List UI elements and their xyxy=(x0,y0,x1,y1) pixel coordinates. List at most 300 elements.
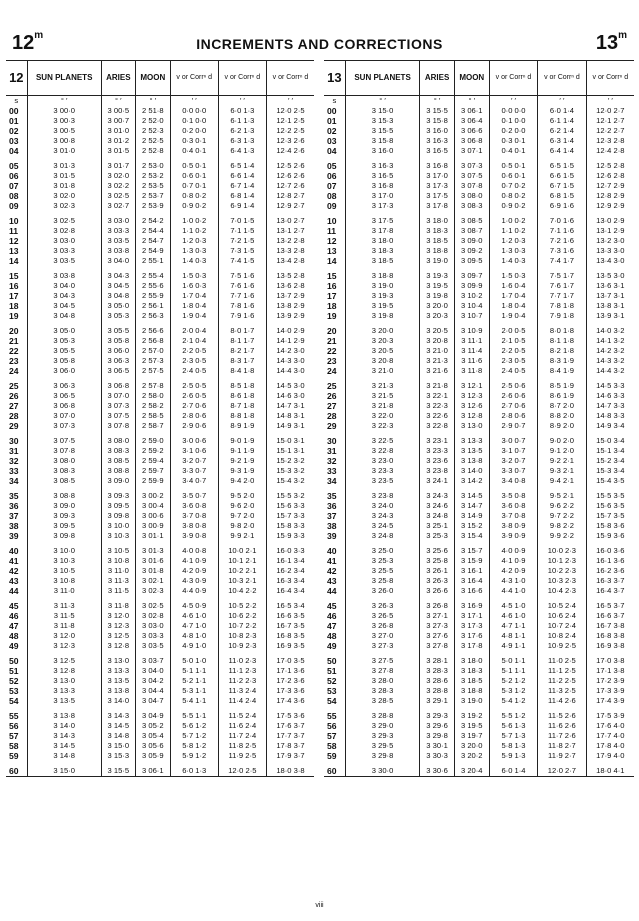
table-row xyxy=(6,766,314,777)
table-row xyxy=(324,346,634,356)
table-row xyxy=(324,446,634,456)
seconds-cell: 05 xyxy=(9,161,19,171)
value-cell: 3 20·2 xyxy=(454,751,489,761)
value-cell: 7·0 1·5 xyxy=(218,216,266,226)
value-cell: 3 20·5 xyxy=(420,326,454,336)
seconds-cell: 47 xyxy=(327,621,337,631)
value-cell: 3 00·6 xyxy=(135,511,170,521)
value-cell: 3 25·3 xyxy=(420,531,454,541)
table-row xyxy=(6,326,314,336)
value-cell: 3 15·4 xyxy=(454,531,489,541)
value-cell: 16·5 3·4 xyxy=(266,601,314,611)
table-row xyxy=(6,501,314,511)
value-cell: 4·3 1·0 xyxy=(489,576,537,586)
value-cell: 4·2 0·9 xyxy=(170,566,218,576)
value-cell: 12·3 2·8 xyxy=(586,136,634,146)
value-cell: 3 08·3 xyxy=(27,466,101,476)
value-cell: 3 03·5 xyxy=(27,256,101,266)
seconds-cell: 26 xyxy=(327,391,337,401)
value-cell: 6·0 1·3 xyxy=(170,766,218,777)
value-cell: 3·1 0·6 xyxy=(170,446,218,456)
value-cell: 3 02·1 xyxy=(135,576,170,586)
value-cell: 1·2 0·3 xyxy=(170,236,218,246)
table-row xyxy=(6,656,314,666)
table-row xyxy=(6,356,314,366)
value-cell: 17·6 3·7 xyxy=(266,721,314,731)
value-cell: 3 11·5 xyxy=(101,586,135,596)
value-cell: 4·4 0·9 xyxy=(170,586,218,596)
table-row xyxy=(6,311,314,321)
value-cell: 3 15·0 xyxy=(27,766,101,777)
value-cell: 16·4 3·4 xyxy=(266,586,314,596)
value-cell: 3 15·8 xyxy=(420,116,454,126)
value-cell: 15·4 3·2 xyxy=(266,476,314,486)
table-row xyxy=(6,521,314,531)
value-cell: 3 29·8 xyxy=(345,751,420,761)
value-cell: 3 29·0 xyxy=(345,721,420,731)
value-cell: 3 13·0 xyxy=(101,656,135,666)
value-cell: 15·5 3·2 xyxy=(266,491,314,501)
value-cell: 10·4 2·3 xyxy=(538,586,586,596)
value-cell: 0·9 0·2 xyxy=(489,201,537,211)
value-cell: 12·1 2·7 xyxy=(586,116,634,126)
value-cell: 3 06·0 xyxy=(101,346,135,356)
value-cell: 7·3 1·6 xyxy=(538,246,586,256)
value-cell: 3 16·1 xyxy=(454,566,489,576)
value-cell: 4·6 1·0 xyxy=(170,611,218,621)
value-cell: 2·6 0·6 xyxy=(489,391,537,401)
value-cell: 4·7 1·1 xyxy=(489,621,537,631)
value-cell: 11·6 2·6 xyxy=(538,721,586,731)
value-cell: 3 19·7 xyxy=(454,731,489,741)
value-cell: 5·3 1·1 xyxy=(170,686,218,696)
value-cell: 18·0 3·8 xyxy=(266,766,314,777)
value-cell: 4·6 1·0 xyxy=(489,611,537,621)
value-cell: 3 13·3 xyxy=(101,666,135,676)
value-cell: 2 53·5 xyxy=(135,181,170,191)
table-row xyxy=(6,391,314,401)
seconds-cell: 34 xyxy=(327,476,337,486)
table-row xyxy=(6,586,314,596)
value-cell: 3 15·8 xyxy=(345,136,420,146)
value-cell: 3 27·3 xyxy=(345,641,420,651)
seconds-cell: 44 xyxy=(327,586,337,596)
value-cell: 3 27·5 xyxy=(345,656,420,666)
value-cell: 3 11·4 xyxy=(454,346,489,356)
value-cell: 2·8 0·6 xyxy=(170,411,218,421)
value-cell: 8·7 2·0 xyxy=(538,401,586,411)
value-cell: 3 24·3 xyxy=(345,511,420,521)
value-cell: 3 12·8 xyxy=(27,666,101,676)
value-cell: 3 26·5 xyxy=(345,611,420,621)
value-cell: 3 07·8 xyxy=(27,446,101,456)
value-cell: 11·4 2·4 xyxy=(218,696,266,706)
value-cell: 2·3 0·5 xyxy=(489,356,537,366)
seconds-cell: 29 xyxy=(327,421,337,431)
value-cell: 0·5 0·1 xyxy=(170,161,218,171)
seconds-cell: 52 xyxy=(9,676,19,686)
value-cell: 16·7 3·5 xyxy=(266,621,314,631)
value-cell: 13·3 3·0 xyxy=(586,246,634,256)
value-cell: 3 13·0 xyxy=(454,421,489,431)
value-cell: 17·8 3·7 xyxy=(266,741,314,751)
value-cell: 6·6 1·4 xyxy=(218,171,266,181)
value-cell: 7·7 1·7 xyxy=(538,291,586,301)
value-cell: 2 52·5 xyxy=(135,136,170,146)
value-cell: 14·8 3·3 xyxy=(586,411,634,421)
seconds-cell: 43 xyxy=(9,576,19,586)
value-cell: 2 52·0 xyxy=(135,116,170,126)
value-cell: 3 15·9 xyxy=(454,556,489,566)
value-cell: 3 05·5 xyxy=(27,346,101,356)
value-cell: 3 25·6 xyxy=(420,546,454,556)
table-row xyxy=(324,106,634,116)
value-cell: 3 13·5 xyxy=(454,446,489,456)
value-cell: 3 19·8 xyxy=(345,311,420,321)
value-cell: 3 15·7 xyxy=(454,546,489,556)
unit-cell: s xyxy=(332,96,337,105)
value-cell: 3 12·0 xyxy=(27,631,101,641)
value-cell: 13·4 3·0 xyxy=(586,256,634,266)
table-row xyxy=(324,511,634,521)
value-cell: 10·9 2·5 xyxy=(538,641,586,651)
value-cell: 11·8 2·7 xyxy=(538,741,586,751)
value-cell: 6·9 1·4 xyxy=(218,201,266,211)
value-cell: 6·1 1·3 xyxy=(218,116,266,126)
seconds-cell: 16 xyxy=(9,281,19,291)
value-cell: 2·2 0·5 xyxy=(170,346,218,356)
value-cell: 3 09·8 xyxy=(27,531,101,541)
seconds-cell: 31 xyxy=(9,446,19,456)
value-cell: 13·0 2·7 xyxy=(266,216,314,226)
value-cell: 3 03·5 xyxy=(101,236,135,246)
table-row xyxy=(6,181,314,191)
unit-cell: ′ ′ xyxy=(489,96,537,107)
value-cell: 16·3 3·4 xyxy=(266,576,314,586)
value-cell: 3 01·8 xyxy=(27,181,101,191)
value-cell: 3 17·3 xyxy=(345,201,420,211)
table-row xyxy=(324,576,634,586)
value-cell: 3 22·0 xyxy=(345,411,420,421)
value-cell: 3 18·3 xyxy=(420,226,454,236)
seconds-cell: 05 xyxy=(327,161,337,171)
value-cell: 3 23·3 xyxy=(345,466,420,476)
seconds-cell: 14 xyxy=(327,256,337,266)
value-cell: 3 19·3 xyxy=(345,291,420,301)
value-cell: 3 06·6 xyxy=(454,126,489,136)
seconds-cell: 07 xyxy=(9,181,19,191)
table-row xyxy=(6,256,314,266)
value-cell: 5·3 1·2 xyxy=(489,686,537,696)
value-cell: 2 52·8 xyxy=(135,146,170,156)
value-cell: 3 26·0 xyxy=(345,586,420,596)
value-cell: 3 11·5 xyxy=(27,611,101,621)
table-row xyxy=(324,466,634,476)
value-cell: 3 22·5 xyxy=(345,436,420,446)
value-cell: 3·7 0·8 xyxy=(489,511,537,521)
value-cell: 3 03·3 xyxy=(27,246,101,256)
value-cell: 3 17·3 xyxy=(420,181,454,191)
value-cell: 17·3 3·9 xyxy=(586,686,634,696)
value-cell: 15·7 3·5 xyxy=(586,511,634,521)
table-row xyxy=(324,566,634,576)
value-cell: 3 11·8 xyxy=(101,601,135,611)
seconds-cell: 04 xyxy=(327,146,337,156)
value-cell: 4·0 0·8 xyxy=(170,546,218,556)
seconds-cell: 18 xyxy=(327,301,337,311)
value-cell: 12·9 2·7 xyxy=(266,201,314,211)
value-cell: 4·5 0·9 xyxy=(170,601,218,611)
seconds-cell: 29 xyxy=(9,421,19,431)
seconds-cell: 14 xyxy=(9,256,19,266)
value-cell: 3 10·3 xyxy=(101,531,135,541)
value-cell: 11·6 2·4 xyxy=(218,721,266,731)
seconds-cell: 06 xyxy=(327,171,337,181)
value-cell: 3 02·8 xyxy=(27,226,101,236)
table-row xyxy=(324,191,634,201)
table-row xyxy=(6,116,314,126)
value-cell: 0·4 0·1 xyxy=(170,146,218,156)
value-cell: 3 14·5 xyxy=(454,491,489,501)
value-cell: 3 25·0 xyxy=(345,546,420,556)
value-cell: 3 18·3 xyxy=(345,246,420,256)
value-cell: 3 14·3 xyxy=(101,711,135,721)
value-cell: 15·7 3·3 xyxy=(266,511,314,521)
value-cell: 4·9 1·1 xyxy=(489,641,537,651)
seconds-cell: 02 xyxy=(9,126,19,136)
value-cell: 3 10·5 xyxy=(27,566,101,576)
value-cell: 3 09·0 xyxy=(101,476,135,486)
value-cell: 15·0 3·4 xyxy=(586,436,634,446)
table-row xyxy=(6,611,314,621)
value-cell: 3 14·2 xyxy=(454,476,489,486)
value-cell: 3 18·5 xyxy=(454,676,489,686)
seconds-cell: 56 xyxy=(9,721,19,731)
value-cell: 17·9 4·0 xyxy=(586,751,634,761)
value-cell: 3 12·5 xyxy=(101,631,135,641)
seconds-cell: 24 xyxy=(327,366,337,376)
value-cell: 3 12·8 xyxy=(101,641,135,651)
value-cell: 3 00·2 xyxy=(135,491,170,501)
seconds-cell: 00 xyxy=(9,106,19,116)
value-cell: 3 12·5 xyxy=(27,656,101,666)
value-cell: 1·4 0·3 xyxy=(489,256,537,266)
value-cell: 3 06·0 xyxy=(27,366,101,376)
value-cell: 3 12·3 xyxy=(101,621,135,631)
value-cell: 3 01·5 xyxy=(101,146,135,156)
value-cell: 3 23·8 xyxy=(420,466,454,476)
value-cell: 3 06·8 xyxy=(101,381,135,391)
value-cell: 3 18·5 xyxy=(345,256,420,266)
value-cell: 2·0 0·5 xyxy=(489,326,537,336)
value-cell: 3 19·8 xyxy=(420,291,454,301)
value-cell: 3 07·8 xyxy=(454,181,489,191)
value-cell: 3·8 0·9 xyxy=(489,521,537,531)
seconds-cell: 49 xyxy=(9,641,19,651)
value-cell: 3 01·6 xyxy=(135,556,170,566)
value-cell: 3 10·9 xyxy=(454,326,489,336)
value-cell: 12·2 2·5 xyxy=(266,126,314,136)
value-cell: 3 27·3 xyxy=(420,621,454,631)
seconds-cell: 35 xyxy=(9,491,19,501)
seconds-cell: 39 xyxy=(327,531,337,541)
seconds-cell: 00 xyxy=(327,106,337,116)
seconds-cell: 09 xyxy=(9,201,19,211)
value-cell: 5·1 1·1 xyxy=(489,666,537,676)
value-cell: 15·4 3·5 xyxy=(586,476,634,486)
table-row xyxy=(6,281,314,291)
table-row xyxy=(324,391,634,401)
value-cell: 14·7 3·3 xyxy=(586,401,634,411)
value-cell: 3·6 0·8 xyxy=(170,501,218,511)
value-cell: 3 07·3 xyxy=(27,421,101,431)
value-cell: 3 02·0 xyxy=(101,171,135,181)
value-cell: 3 24·1 xyxy=(420,476,454,486)
value-cell: 3 19·3 xyxy=(420,271,454,281)
value-cell: 3 07·0 xyxy=(27,411,101,421)
value-cell: 3 00·3 xyxy=(27,116,101,126)
seconds-cell: 53 xyxy=(9,686,19,696)
value-cell: 13·6 2·8 xyxy=(266,281,314,291)
value-cell: 3 04·0 xyxy=(27,281,101,291)
value-cell: 3 16·3 xyxy=(345,161,420,171)
value-cell: 9·2 1·9 xyxy=(218,456,266,466)
seconds-cell: 51 xyxy=(9,666,19,676)
value-cell: 3 11·8 xyxy=(27,621,101,631)
value-cell: 3 06·8 xyxy=(454,136,489,146)
value-cell: 3 27·0 xyxy=(345,631,420,641)
value-cell: 14·3 3·0 xyxy=(266,356,314,366)
value-cell: 3 10·3 xyxy=(27,556,101,566)
unit-cell: ′ ′ xyxy=(218,96,266,107)
table-row xyxy=(6,686,314,696)
page-header xyxy=(0,30,639,56)
value-cell: 3 09·5 xyxy=(101,501,135,511)
table-row xyxy=(324,686,634,696)
table-row xyxy=(6,511,314,521)
value-cell: 10·3 2·3 xyxy=(538,576,586,586)
minute-label: 13 xyxy=(324,61,345,96)
value-cell: 11·1 2·5 xyxy=(538,666,586,676)
value-cell: 12·0 2·5 xyxy=(266,106,314,116)
table-row xyxy=(324,521,634,531)
value-cell: 1·0 0·2 xyxy=(170,216,218,226)
value-cell: 8·3 1·9 xyxy=(538,356,586,366)
value-cell: 3 11·0 xyxy=(101,566,135,576)
value-cell: 13·7 2·9 xyxy=(266,291,314,301)
value-cell: 3 20·5 xyxy=(345,346,420,356)
value-cell: 7·4 1·7 xyxy=(538,256,586,266)
value-cell: 3 03·7 xyxy=(135,656,170,666)
value-cell: 13·9 2·9 xyxy=(266,311,314,321)
value-cell: 1·5 0·3 xyxy=(170,271,218,281)
value-cell: 17·3 3·6 xyxy=(266,686,314,696)
seconds-cell: 33 xyxy=(9,466,19,476)
seconds-cell: 40 xyxy=(9,546,19,556)
value-cell: 3 15·5 xyxy=(420,106,454,116)
value-cell: 3 01·0 xyxy=(27,146,101,156)
value-cell: 17·2 3·6 xyxy=(266,676,314,686)
value-cell: 0·5 0·1 xyxy=(489,161,537,171)
value-cell: 11·5 2·4 xyxy=(218,711,266,721)
value-cell: 1·4 0·3 xyxy=(170,256,218,266)
increments-table-13 xyxy=(324,60,634,777)
value-cell: 5·8 1·2 xyxy=(170,741,218,751)
value-cell: 0·7 0·2 xyxy=(489,181,537,191)
value-cell: 3 17·3 xyxy=(454,621,489,631)
value-cell: 3 17·8 xyxy=(420,201,454,211)
value-cell: 3·0 0·6 xyxy=(170,436,218,446)
seconds-cell: 53 xyxy=(327,686,337,696)
value-cell: 15·6 3·3 xyxy=(266,501,314,511)
value-cell: 3 22·8 xyxy=(345,446,420,456)
value-cell: 3 11·0 xyxy=(27,586,101,596)
value-cell: 3 16·6 xyxy=(454,586,489,596)
value-cell: 2·8 0·6 xyxy=(489,411,537,421)
value-cell: 16·2 3·4 xyxy=(266,566,314,576)
seconds-cell: 32 xyxy=(9,456,19,466)
value-cell: 12·7 2·6 xyxy=(266,181,314,191)
seconds-cell: 55 xyxy=(327,711,337,721)
seconds-cell: 37 xyxy=(327,511,337,521)
value-cell: 3 00·0 xyxy=(27,106,101,116)
column-header: v or Corrⁿ d xyxy=(266,61,314,96)
table-row xyxy=(324,501,634,511)
value-cell: 5·5 1·1 xyxy=(170,711,218,721)
value-cell: 3 08·3 xyxy=(454,201,489,211)
value-cell: 3 14·7 xyxy=(454,501,489,511)
value-cell: 13·2 3·0 xyxy=(586,236,634,246)
value-cell: 3 22·1 xyxy=(420,391,454,401)
value-cell: 1·7 0·4 xyxy=(489,291,537,301)
value-cell: 7·6 1·7 xyxy=(538,281,586,291)
value-cell: 1·6 0·3 xyxy=(170,281,218,291)
value-cell: 3 28·8 xyxy=(345,711,420,721)
increments-table-12 xyxy=(6,60,314,777)
value-cell: 3·9 0·8 xyxy=(170,531,218,541)
value-cell: 3 20·0 xyxy=(454,741,489,751)
seconds-cell: 54 xyxy=(327,696,337,706)
value-cell: 3 08·0 xyxy=(27,456,101,466)
value-cell: 11·0 2·3 xyxy=(218,656,266,666)
seconds-cell: 30 xyxy=(327,436,337,446)
value-cell: 3 15·5 xyxy=(101,766,135,777)
value-cell: 6·8 1·4 xyxy=(218,191,266,201)
value-cell: 3·4 0·8 xyxy=(489,476,537,486)
value-cell: 5·2 1·2 xyxy=(489,676,537,686)
seconds-cell: 58 xyxy=(327,741,337,751)
value-cell: 3 05·5 xyxy=(101,326,135,336)
table-row xyxy=(324,476,634,486)
value-cell: 3·1 0·7 xyxy=(489,446,537,456)
table-row xyxy=(324,246,634,256)
table-row xyxy=(324,666,634,676)
value-cell: 2 59·4 xyxy=(135,456,170,466)
table-row xyxy=(6,346,314,356)
minute-label: 12 xyxy=(6,61,27,96)
value-cell: 7·0 1·6 xyxy=(538,216,586,226)
value-cell: 13·8 3·1 xyxy=(586,301,634,311)
value-cell: 3 00·5 xyxy=(27,126,101,136)
value-cell: 4·8 1·0 xyxy=(170,631,218,641)
value-cell: 9·8 2·0 xyxy=(218,521,266,531)
table-row xyxy=(6,146,314,156)
value-cell: 14·3 3·2 xyxy=(586,356,634,366)
value-cell: 3 24·6 xyxy=(420,501,454,511)
value-cell: 3 04·8 xyxy=(27,311,101,321)
value-cell: 3 08·7 xyxy=(454,226,489,236)
value-cell: 3 19·5 xyxy=(420,281,454,291)
